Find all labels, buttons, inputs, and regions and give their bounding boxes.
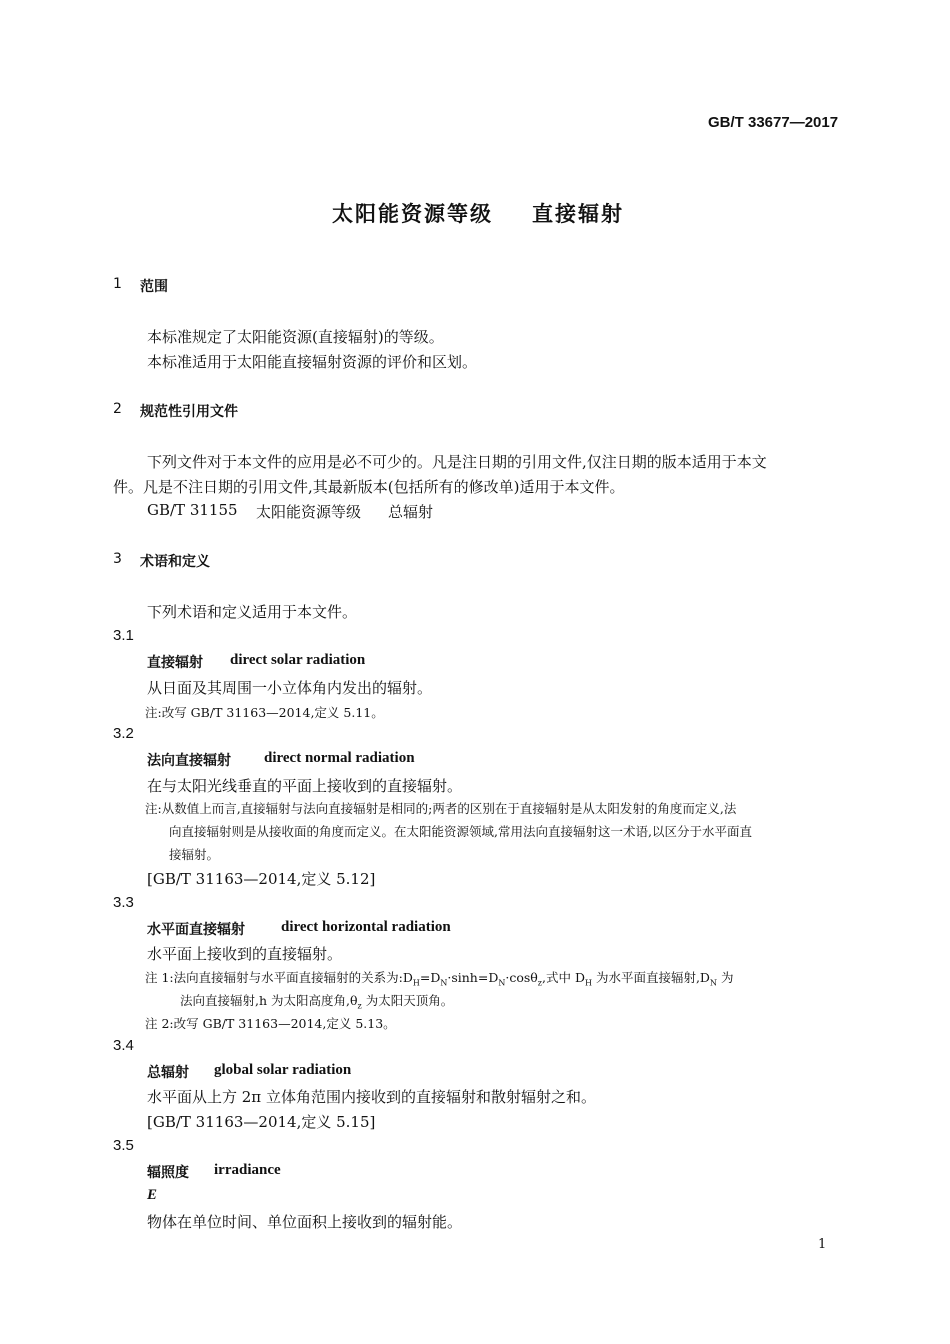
section-1-para-1: 本标准规定了太阳能资源(直接辐射)的等级。	[147, 328, 444, 346]
term-3-5-definition: 物体在单位时间、单位面积上接收到的辐射能。	[147, 1213, 463, 1231]
section-3-intro: 下列术语和定义适用于本文件。	[147, 603, 358, 621]
term-3-5-symbol: E	[147, 1187, 158, 1203]
standard-code: GB/T 33677—2017	[708, 114, 839, 131]
section-2-heading: 规范性引用文件	[140, 404, 238, 420]
term-3-2-zh: 法向直接辐射	[147, 753, 231, 769]
term-3-1-number: 3.1	[113, 627, 134, 644]
term-3-3-note-1-line-1: 注 1:法向直接辐射与水平面直接辐射的关系为$:D_H=D_N\cdot\sinh=D_N\cdot\cos\theta_z$,式中 $D_H$ 为水平面直接辐射$,D_N$ 为	[145, 970, 734, 988]
term-3-2-note-line-2: 向直接辐射则是从接收面的角度而定义。在太阳能资源领域,常用法向直接辐射这一术语,以区分于水平面直	[169, 824, 752, 839]
term-3-1-en: direct solar radiation	[230, 652, 366, 668]
section-2-para-line-1: 下列文件对于本文件的应用是必不可少的。凡是注日期的引用文件,仅注日期的版本适用于本文	[147, 453, 767, 471]
term-3-3-definition: 水平面上接收到的直接辐射。	[147, 945, 343, 963]
term-3-3-en: direct horizontal radiation	[281, 919, 451, 935]
section-2-para-line-2: 件。凡是不注日期的引用文件,其最新版本(包括所有的修改单)适用于本文件。	[113, 478, 625, 496]
note-1-label: 注 1:	[145, 970, 174, 985]
term-3-2-en: direct normal radiation	[264, 750, 415, 766]
term-3-4-en: global solar radiation	[214, 1062, 352, 1078]
term-3-4-number: 3.4	[113, 1037, 134, 1054]
term-3-5-number: 3.5	[113, 1137, 134, 1154]
section-1-number: 1	[113, 276, 122, 292]
term-3-2-source: [GB/T 31163—2014,定义 5.12]	[147, 870, 376, 888]
section-2-number: 2	[113, 401, 122, 417]
normative-ref-title: 太阳能资源等级	[256, 503, 362, 521]
normative-ref-code: GB/T 31155	[147, 501, 238, 519]
section-1-heading: 范围	[140, 279, 168, 295]
term-3-1-zh: 直接辐射	[147, 655, 203, 671]
document-subtitle: 直接辐射	[532, 202, 624, 226]
section-1-para-2: 本标准适用于太阳能直接辐射资源的评价和区划。	[147, 353, 478, 371]
term-3-3-zh: 水平面直接辐射	[147, 922, 245, 938]
term-3-3-number: 3.3	[113, 894, 134, 911]
term-3-5-en: irradiance	[214, 1162, 281, 1178]
term-3-2-note-line-3: 接辐射。	[169, 847, 220, 862]
document-title: 太阳能资源等级	[332, 202, 493, 226]
section-3-heading: 术语和定义	[140, 554, 210, 570]
term-3-3-note-2: 注 2:改写 GB/T 31163—2014,定义 5.13。	[145, 1016, 396, 1031]
term-3-2-note-line-1: 注:从数值上而言,直接辐射与法向直接辐射是相同的;两者的区别在于直接辐射是从太阳发射的角度而定义,法	[145, 801, 737, 816]
term-3-2-definition: 在与太阳光线垂直的平面上接收到的直接辐射。	[147, 777, 463, 795]
term-3-4-source: [GB/T 31163—2014,定义 5.15]	[147, 1113, 376, 1131]
term-3-4-zh: 总辐射	[147, 1065, 189, 1081]
normative-ref-subtitle: 总辐射	[388, 503, 434, 521]
term-3-1-definition: 从日面及其周围一小立体角内发出的辐射。	[147, 679, 433, 697]
term-3-5-zh: 辐照度	[147, 1165, 189, 1181]
term-3-4-definition: 水平面从上方 2π 立体角范围内接收到的直接辐射和散射辐射之和。	[147, 1088, 596, 1106]
term-3-1-note: 注:改写 GB/T 31163—2014,定义 5.11。	[145, 705, 384, 720]
term-3-3-note-1-line-2: 法向直接辐射,h 为太阳高度角$,\theta_z$ 为太阳天顶角。	[180, 993, 454, 1011]
page-number: 1	[818, 1237, 827, 1252]
section-3-number: 3	[113, 551, 122, 567]
term-3-2-number: 3.2	[113, 725, 134, 742]
